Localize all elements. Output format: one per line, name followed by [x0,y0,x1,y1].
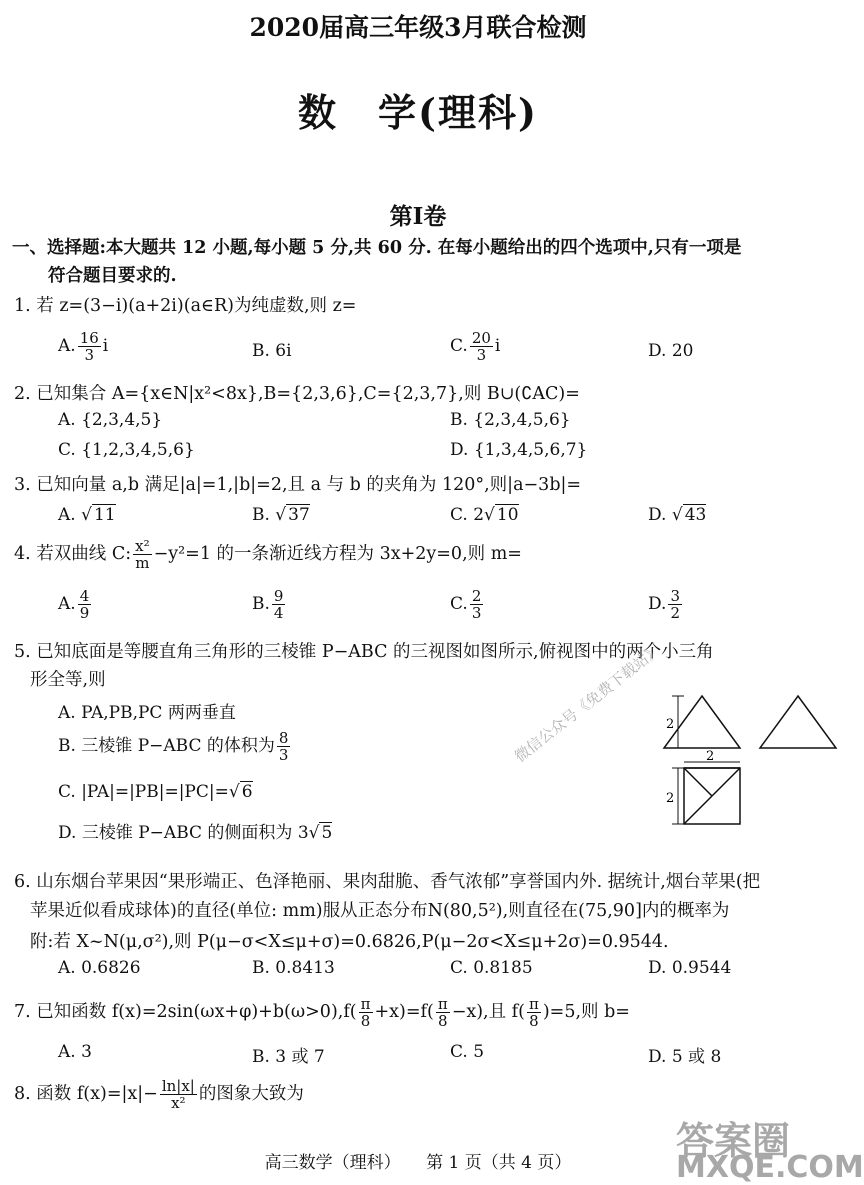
question-4-option-a: A. $\frac{4}{9}$ [58,587,90,622]
question-8-stem: 8. 函数 f(x)=|x|− $\frac{\ln|x|}{\text{x²}}$ 的图象大致为 [14,1077,304,1112]
three-view-figure [664,690,814,840]
question-2-option-a: A. {2,3,4,5} [58,410,163,430]
watermark: 微信公众号《免费下载站》 [511,640,665,766]
side-view-triangle [760,696,836,748]
question-5-option-c: C. |PA|=|PB|=|PC|=√ 6 [58,782,253,802]
question-7-stem: 7. 已知函数 f(x)=2sin(ωx+φ)+b(ω>0),f( $\frac{\pi}{8}$ +x)=f( $\frac{\pi}{8}$ −x),且 f( $\frac{\pi}{8}$ )=5,则 b= [14,995,630,1030]
front-view-triangle [664,696,740,748]
question-6-option-b: B. 0.8413 [252,958,335,978]
question-1-stem: 1. 若 z=(3−i)(a+2i)(a∈R)为纯虚数,则 z= [14,296,357,316]
question-4-stem: 4. 若双曲线 C: $\frac{\text{x²}}{m}$ −y²=1 的一条渐近线方程为 3x+2y=0,则 m= [14,537,522,572]
question-7-option-a: A. 3 [58,1042,92,1062]
top-view-diagonal-3 [684,796,712,824]
question-1-option-b: B. 6i [252,341,292,361]
top-view-diagonal-2 [712,768,740,796]
question-1-option-d: D. 20 [648,341,694,361]
page-footer: 高三数学（理科） 第 1 页（共 4 页） [264,1153,572,1173]
question-5-stem-cont: 形全等,则 [30,670,106,690]
question-2-stem: 2. 已知集合 A={x∈N|x²<8x},B={2,3,6},C={2,3,7},则 B∪(∁AC)= [14,384,580,404]
question-3-option-c: C. 2√ 10 [450,505,519,525]
site-logo: 答案圈 [676,1119,791,1163]
question-1-option-c: C. $\frac{20}{3}$ i [450,329,501,364]
question-6-line3: 附:若 X~N(μ,σ²),则 P(μ−σ<X≤μ+σ)=0.6826,P(μ−2σ<X≤μ+2σ)=0.9544. [30,932,669,952]
subject-title: 数 学(理科) [298,90,538,135]
question-6-option-a: A. 0.6826 [58,958,141,978]
question-2-option-d: D. {1,3,4,5,6,7} [450,440,588,460]
question-1-option-a: A. $\frac{16}{3}$ i [58,329,109,364]
question-4-option-d: D. $\frac{3}{2}$ [648,587,680,622]
question-4-option-c: C. $\frac{2}{3}$ [450,587,482,622]
question-7-option-d: D. 5 或 8 [648,1047,722,1067]
fig-label-height-1: 2 [666,717,675,732]
section-instructions-cont: 符合题目要求的. [48,266,177,286]
question-2-option-b: B. {2,3,4,5,6} [450,410,571,430]
top-view-diagonal-1 [684,768,712,796]
fig-label-height-2: 2 [666,791,675,806]
fig-label-width: 2 [706,749,715,764]
part-title: 第Ⅰ卷 [389,203,447,230]
exam-title: 2020届高三年级3月联合检测 [249,13,587,42]
question-6-line1: 6. 山东烟台苹果因“果形端正、色泽艳丽、果肉甜脆、香气浓郁”享誉国内外. 据统计,烟台苹果(把 [14,872,761,892]
question-3-option-d: D. √ 43 [648,505,707,525]
question-6-line2: 苹果近似看成球体)的直径(单位: mm)服从正态分布N(80,5²),则直径在(75,90]内的概率为 [30,901,730,921]
question-3-stem: 3. 已知向量 a,b 满足|a|=1,|b|=2,且 a 与 b 的夹角为 120°,则|a−3b|= [14,475,582,495]
question-5-option-a: A. PA,PB,PC 两两垂直 [58,703,236,723]
question-7-option-c: C. 5 [450,1042,485,1062]
question-6-option-c: C. 0.8185 [450,958,533,978]
section-instructions: 一、选择题:本大题共 12 小题,每小题 5 分,共 60 分. 在每小题给出的四个选项中,只有一项是 [12,238,742,258]
question-5-option-b: B. 三棱锥 P−ABC 的体积为 $\frac{8}{3}$ [58,729,289,764]
site-logo-url: MXQE.COM [676,1150,864,1185]
question-4-option-b: B. $\frac{9}{4}$ [252,587,284,622]
question-2-option-c: C. {1,2,3,4,5,6} [58,440,195,460]
question-5-option-d: D. 三棱锥 P−ABC 的侧面积为 3√ 5 [58,823,333,843]
question-3-option-b: B. √ 37 [252,505,310,525]
question-7-option-b: B. 3 或 7 [252,1047,325,1067]
question-5-stem: 5. 已知底面是等腰直角三角形的三棱锥 P−ABC 的三视图如图所示,俯视图中的两个小三角 [14,642,714,662]
question-3-option-a: A. √ 11 [58,505,116,525]
question-6-option-d: D. 0.9544 [648,958,732,978]
